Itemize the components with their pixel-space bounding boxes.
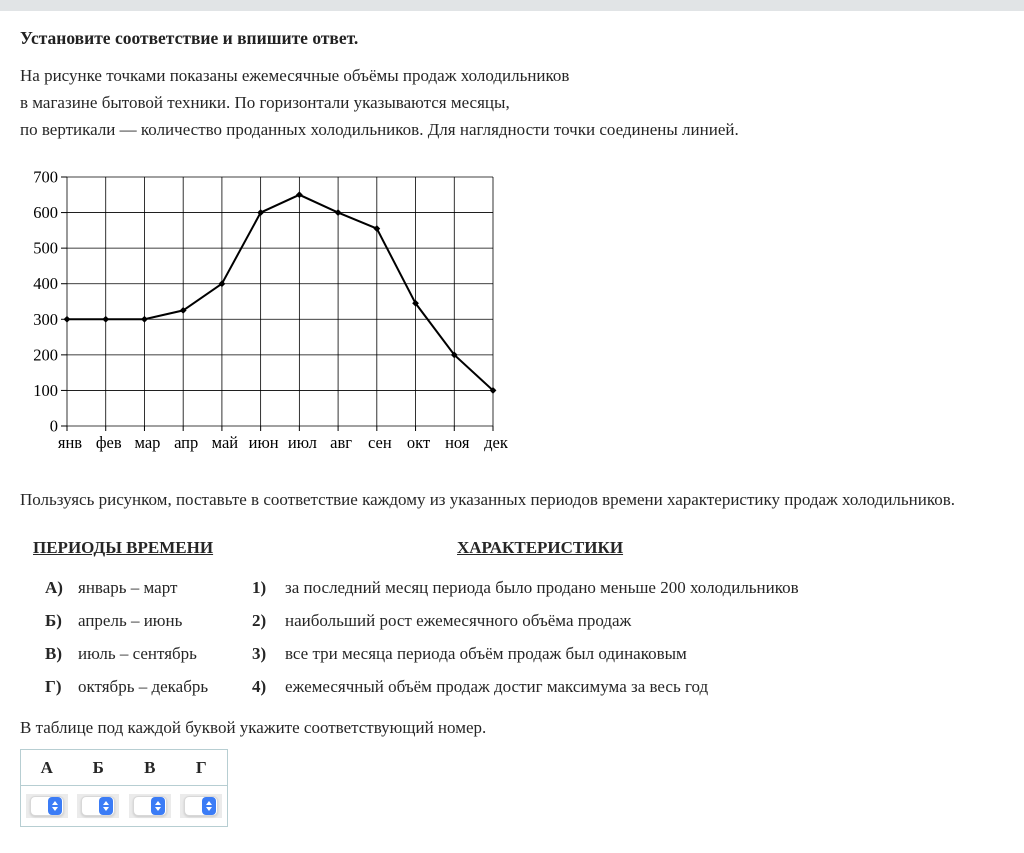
- svg-text:апр: апр: [174, 433, 199, 452]
- answer-column-label: А: [40, 757, 53, 777]
- characteristic-label: наибольший рост ежемесячного объёма продаж: [285, 610, 632, 630]
- characteristic-key: 2): [252, 610, 267, 630]
- period-key: В): [45, 643, 62, 663]
- period-key: Г): [45, 676, 62, 696]
- period-label: апрель – июнь: [78, 610, 183, 630]
- match-row: [45, 670, 1004, 703]
- chevron-up-icon: [206, 801, 212, 805]
- select-pill: [133, 796, 167, 816]
- answer-column-label: В: [144, 757, 156, 777]
- match-row: [45, 604, 1004, 637]
- svg-text:500: 500: [33, 238, 58, 258]
- answer-table-selects: [21, 786, 227, 826]
- stepper-icon: [202, 797, 216, 815]
- stepper-icon: [151, 797, 165, 815]
- top-strip: [0, 0, 1024, 11]
- characteristic-label: все три месяца периода объём продаж был одинаковым: [285, 643, 687, 663]
- intro-line: в магазине бытовой техники. По горизонтали указываются месяцы,: [20, 93, 510, 112]
- periods-header: ПЕРИОДЫ ВРЕМЕНИ: [33, 538, 214, 557]
- svg-text:янв: янв: [57, 433, 83, 452]
- chevron-up-icon: [103, 801, 109, 805]
- svg-text:200: 200: [33, 345, 58, 365]
- svg-text:ноя: ноя: [445, 433, 470, 452]
- answer-select-a[interactable]: [26, 794, 68, 818]
- characteristic-key: 4): [252, 676, 267, 696]
- select-pill: [184, 796, 218, 816]
- answer-table-header: [21, 750, 227, 786]
- svg-text:май: май: [211, 433, 239, 452]
- svg-text:авг: авг: [330, 433, 353, 452]
- intro-line: На рисунке точками показаны ежемесячные объёмы продаж холодильников: [20, 66, 570, 85]
- chevron-down-icon: [103, 807, 109, 811]
- sales-line-chart: [30, 165, 1004, 462]
- characteristic-label: за последний месяц периода было продано меньше 200 холодильников: [285, 577, 799, 597]
- characteristics-header: ХАРАКТЕРИСТИКИ: [457, 538, 624, 557]
- answer-select-v[interactable]: [129, 794, 171, 818]
- period-label: октябрь – декабрь: [78, 676, 209, 696]
- period-label: июль – сентябрь: [78, 643, 197, 663]
- answer-column-label: Г: [195, 757, 207, 777]
- match-row: [45, 637, 1004, 670]
- chevron-up-icon: [52, 801, 58, 805]
- intro-paragraph: [20, 62, 1004, 143]
- chevron-up-icon: [155, 801, 161, 805]
- characteristic-key: 1): [252, 577, 267, 597]
- answer-column-label: Б: [92, 757, 104, 777]
- select-pill: [81, 796, 115, 816]
- bottom-spacer: [20, 827, 1004, 852]
- chevron-down-icon: [206, 807, 212, 811]
- period-key: Б): [45, 610, 62, 630]
- match-headers: [20, 538, 1004, 560]
- svg-text:дек: дек: [484, 433, 508, 452]
- svg-text:100: 100: [33, 380, 58, 400]
- svg-text:мар: мар: [134, 433, 161, 452]
- answer-instruction: В таблице под каждой буквой укажите соответствующий номер.: [20, 718, 487, 737]
- period-key: А): [45, 577, 63, 597]
- match-list: [20, 571, 1004, 703]
- svg-text:июн: июн: [248, 433, 279, 452]
- answer-table: [20, 749, 228, 827]
- stepper-icon: [48, 797, 62, 815]
- svg-text:600: 600: [33, 203, 58, 223]
- answer-select-b[interactable]: [77, 794, 119, 818]
- svg-text:700: 700: [33, 167, 58, 187]
- characteristic-label: ежемесячный объём продаж достиг максимума за весь год: [285, 676, 709, 696]
- svg-text:400: 400: [33, 274, 58, 294]
- select-pill: [30, 796, 64, 816]
- period-label: январь – март: [78, 577, 178, 597]
- chevron-down-icon: [52, 807, 58, 811]
- svg-text:фев: фев: [95, 433, 122, 452]
- svg-text:сен: сен: [367, 433, 392, 452]
- answer-select-g[interactable]: [180, 794, 222, 818]
- svg-text:июл: июл: [287, 433, 317, 452]
- task-paragraph: Пользуясь рисунком, поставьте в соответствие каждому из указанных периодов времени характеристику продаж холодильников.: [20, 490, 956, 509]
- svg-text:0: 0: [49, 416, 58, 436]
- intro-line: по вертикали — количество проданных холодильников. Для наглядности точки соединены линией.: [20, 120, 739, 139]
- chart-canvas: [30, 165, 540, 457]
- problem-container: [0, 28, 1024, 852]
- svg-text:окт: окт: [406, 433, 431, 452]
- page-title: Установите соответствие и впишите ответ.: [20, 28, 359, 48]
- chevron-down-icon: [155, 807, 161, 811]
- stepper-icon: [99, 797, 113, 815]
- match-row: [45, 571, 1004, 604]
- svg-text:300: 300: [33, 309, 58, 329]
- characteristic-key: 3): [252, 643, 267, 663]
